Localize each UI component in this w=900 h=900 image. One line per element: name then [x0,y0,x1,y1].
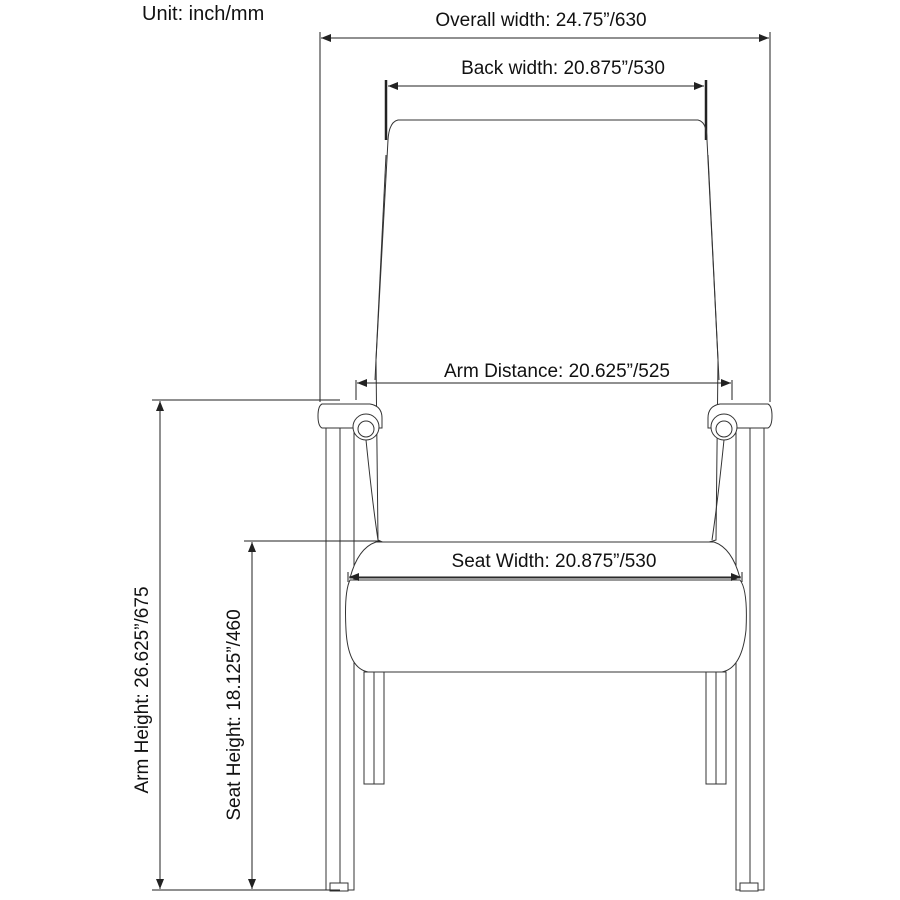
right-arm-knob [711,414,737,440]
unit-label: Unit: inch/mm [142,3,265,25]
right-foot-glide [740,883,758,891]
seat-height-label: Seat Height: 18.125”/460 [224,609,245,821]
left-arm-knob [353,414,379,440]
arm-height-label: Arm Height: 26.625”/675 [132,586,153,794]
back-width-label: Back width: 20.875”/530 [461,58,665,79]
seat-cushion-front [346,580,747,672]
backrest-side-line-right [708,155,719,380]
arm-distance-dimension [356,361,732,400]
seat-width-label: Seat Width: 20.875”/530 [451,551,657,572]
chair-backrest [376,120,718,545]
chair-outline [318,120,772,891]
backrest-side-line-left [375,155,386,380]
arm-distance-label: Arm Distance: 20.625”/525 [443,361,671,382]
back-width-dimension [386,58,706,140]
overall-width-label: Overall width: 24.75”/630 [435,10,647,31]
